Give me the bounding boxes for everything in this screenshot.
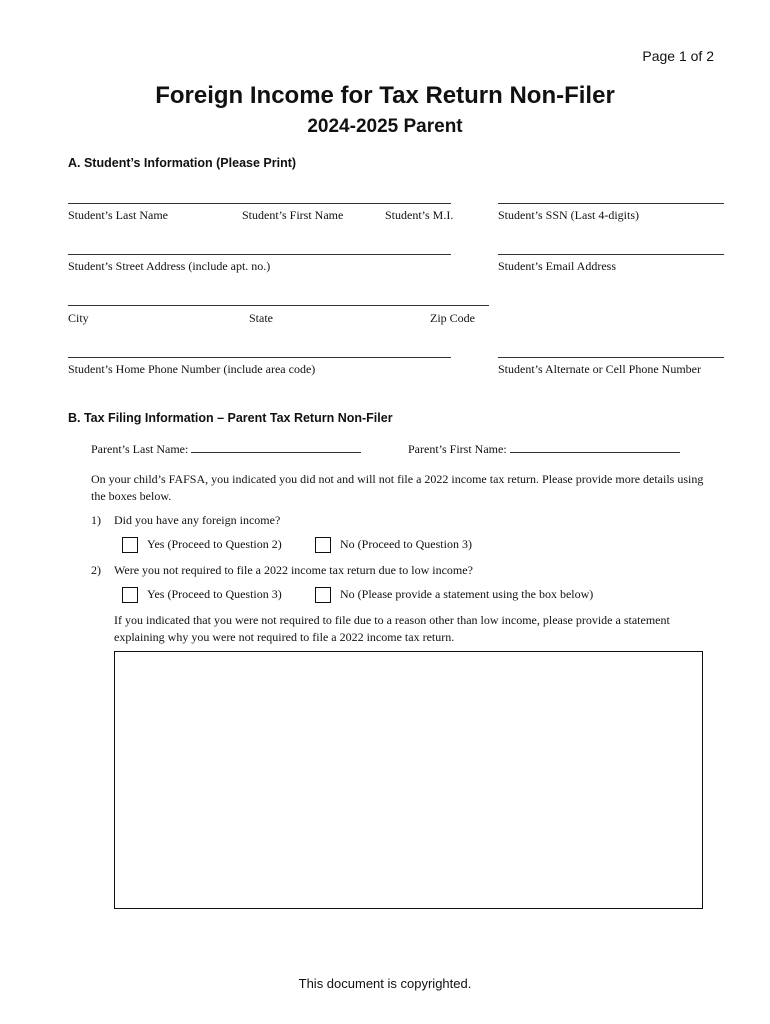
parent-first-name-label: Parent’s First Name: — [408, 442, 507, 456]
q1-yes-label: Yes (Proceed to Question 2) — [147, 537, 282, 551]
name-entry-line[interactable] — [68, 203, 451, 204]
street-entry-line[interactable] — [68, 254, 451, 255]
alt-phone-entry-line[interactable] — [498, 357, 724, 358]
q1-no-label: No (Proceed to Question 3) — [340, 537, 472, 551]
email-entry-line[interactable] — [498, 254, 724, 255]
q2-yes-checkbox[interactable] — [122, 587, 138, 603]
home-phone-entry-line[interactable] — [68, 357, 451, 358]
city-label: City — [68, 311, 89, 325]
copyright-footer: This document is copyrighted. — [298, 976, 472, 991]
explanation-instructions: If you indicated that you were not required to file due to a reason other than low income, please provide a statement explaining why you were not required to file a 2022 income tax return. — [114, 613, 670, 644]
alt-phone-label: Student’s Alternate or Cell Phone Number — [498, 362, 701, 376]
question-2-text: Were you not required to file a 2022 income tax return due to low income? — [114, 563, 473, 577]
statement-textbox[interactable] — [114, 651, 703, 909]
section-b-heading: B. Tax Filing Information – Parent Tax Return Non-Filer — [68, 411, 393, 425]
section-a-heading: A. Student’s Information (Please Print) — [68, 156, 297, 170]
parent-last-name-label: Parent’s Last Name: — [91, 442, 189, 456]
parent-last-name-input[interactable] — [191, 441, 361, 453]
q2-no-label: No (Please provide a statement using the box below) — [340, 587, 594, 601]
parent-first-name-input[interactable] — [510, 441, 680, 453]
q1-no-checkbox[interactable] — [315, 537, 331, 553]
email-label: Student’s Email Address — [498, 259, 616, 273]
first-name-label: Student’s First Name — [242, 208, 344, 222]
question-1-number: 1) — [91, 513, 101, 527]
state-label: State — [249, 311, 273, 325]
home-phone-label: Student’s Home Phone Number (include area code) — [68, 362, 316, 376]
ssn-entry-line[interactable] — [498, 203, 724, 204]
question-1-text: Did you have any foreign income? — [114, 513, 281, 527]
last-name-label: Student’s Last Name — [68, 208, 168, 222]
intro-text: On your child’s FAFSA, you indicated you did not and will not file a 2022 income tax return. Please provide more details using the boxes below. — [91, 472, 704, 503]
mi-label: Student’s M.I. — [385, 208, 454, 222]
page-subtitle: 2024-2025 Parent — [307, 116, 463, 137]
street-label: Student’s Street Address (include apt. no.) — [68, 259, 271, 273]
city-state-zip-entry-line[interactable] — [68, 305, 489, 306]
page-title: Foreign Income for Tax Return Non-Filer — [155, 82, 615, 109]
q2-yes-label: Yes (Proceed to Question 3) — [147, 587, 282, 601]
parent-first-name-field — [408, 441, 680, 457]
zip-label: Zip Code — [430, 311, 475, 325]
q2-no-checkbox[interactable] — [315, 587, 331, 603]
q1-yes-checkbox[interactable] — [122, 537, 138, 553]
parent-last-name-field — [91, 441, 361, 457]
question-2-number: 2) — [91, 563, 101, 577]
page-number: Page 1 of 2 — [642, 48, 714, 64]
ssn-label: Student’s SSN (Last 4-digits) — [498, 208, 640, 222]
